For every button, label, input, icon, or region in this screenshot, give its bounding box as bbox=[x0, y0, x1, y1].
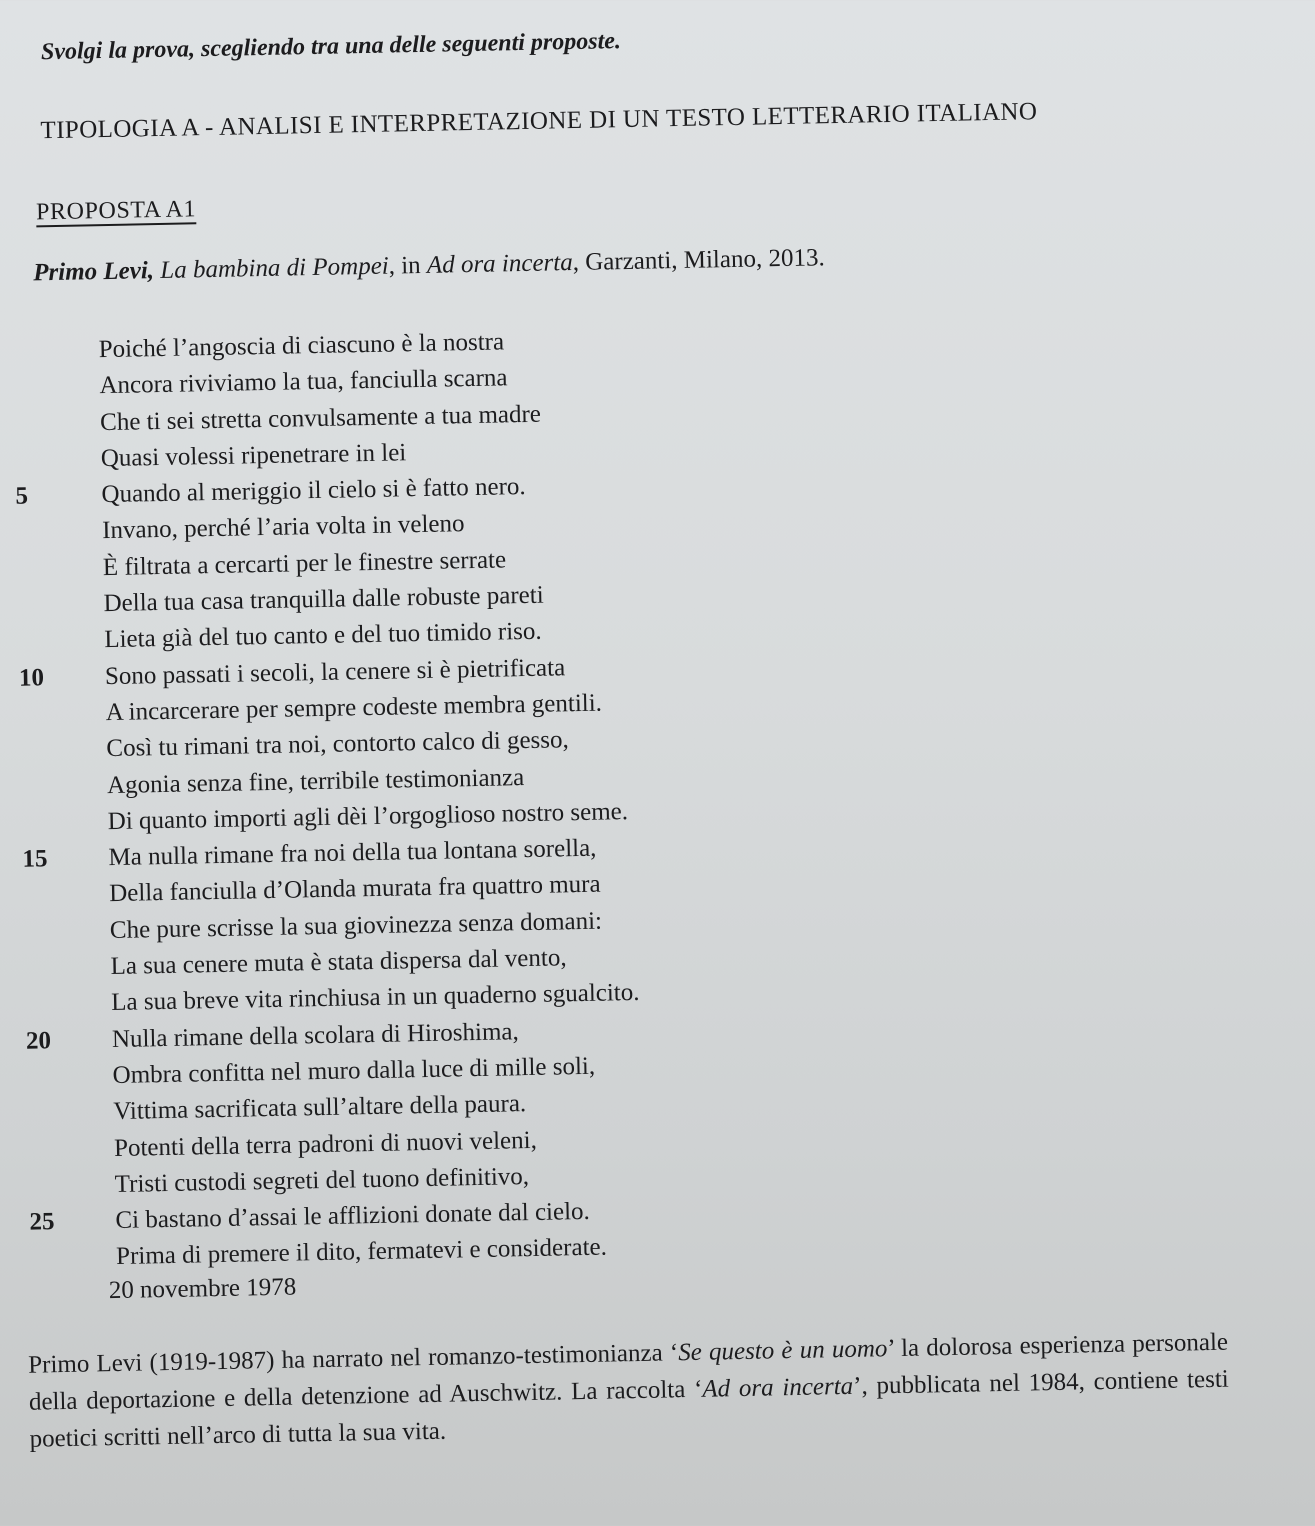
verse-number bbox=[21, 773, 61, 774]
verse-text: Quasi volessi ripenetrare in lei bbox=[100, 439, 407, 473]
verse-text: Lieta già del tuo canto e del tuo timido riso. bbox=[104, 618, 542, 654]
verse-number bbox=[22, 809, 62, 810]
source-poem-title: La bambina di Pompei bbox=[160, 252, 389, 284]
intro-book-1: Se questo è un uomo bbox=[677, 1335, 888, 1367]
verse-number bbox=[30, 1244, 70, 1245]
verse-number bbox=[16, 519, 56, 520]
verse-number bbox=[17, 555, 57, 556]
section-heading: TIPOLOGIA A - ANALISI E INTERPRETAZIONE DI UN TESTO LETTERARIO ITALIANO bbox=[40, 98, 1038, 145]
source-citation bbox=[33, 244, 825, 287]
verse-text: La sua breve vita rinchiusa in un quaderno sgualcito. bbox=[111, 979, 640, 1017]
verse-text: Vittima sacrificata sull’altare della paura. bbox=[113, 1090, 527, 1126]
intro-book-2: Ad ora incerta bbox=[702, 1372, 854, 1403]
verse-number bbox=[26, 1063, 66, 1064]
verse-text: Di quanto importi agli dèi l’orgoglioso nostro seme. bbox=[107, 797, 629, 835]
verse-text: Che pure scrisse la sua giovinezza senza domani: bbox=[109, 907, 603, 944]
verse-number bbox=[23, 881, 63, 882]
verse-text: Ombra confitta nel muro dalla luce di mille soli, bbox=[112, 1052, 596, 1089]
verse-text: Della fanciulla d’Olanda murata fra quattro mura bbox=[108, 871, 601, 908]
verse-text: Tristi custodi segreti del tuono definitivo, bbox=[114, 1162, 530, 1198]
poem bbox=[6, 313, 1315, 1282]
verse-number bbox=[24, 954, 64, 955]
intro-text-2: ’ la dolorosa esperienza personale della deportazione e della detenzione ad Auschwitz. La raccolta ‘ bbox=[28, 1328, 1229, 1416]
verse-number bbox=[20, 736, 60, 737]
verse-number bbox=[27, 1099, 67, 1100]
verse-number: 10 bbox=[18, 663, 45, 692]
verse-text: Quando al meriggio il cielo si è fatto nero. bbox=[101, 473, 526, 509]
verse-text: Prima di premere il dito, fermatevi e considerate. bbox=[115, 1234, 608, 1271]
poem-date: 20 novembre 1978 bbox=[108, 1273, 297, 1305]
verse-text: Invano, perché l’aria volta in veleno bbox=[101, 510, 465, 545]
source-publisher: , Garzanti, Milano, 2013. bbox=[572, 244, 825, 277]
verse-number bbox=[14, 410, 54, 411]
verse-number: 25 bbox=[29, 1208, 55, 1236]
intro-text-3: ’, pubblicata nel 1984, contiene testi poetici scritti nell’arco di tutta la sua vita. bbox=[29, 1365, 1229, 1453]
verse-number bbox=[17, 591, 57, 592]
verse-number bbox=[28, 1135, 68, 1136]
verse-text: Ci bastano d’assai le afflizioni donate dal cielo. bbox=[115, 1198, 591, 1235]
intro-text-1: Primo Levi (1919-1987) ha narrato nel romanzo-testimonianza ‘ bbox=[27, 1339, 679, 1379]
verse-number bbox=[12, 337, 52, 338]
verse-text: Della tua casa tranquilla dalle robuste pareti bbox=[103, 581, 544, 618]
source-in: , in bbox=[388, 251, 428, 280]
verse-number: 5 bbox=[15, 482, 29, 510]
verse-text: Ancora riviviamo la tua, fanciulla scarna bbox=[99, 364, 508, 400]
verse-number bbox=[24, 918, 64, 919]
verse-text: Che ti sei stretta convulsamente a tua madre bbox=[99, 400, 542, 436]
source-book: Ad ora incerta bbox=[426, 249, 573, 279]
verse-text: Nulla rimane della scolara di Hiroshima, bbox=[111, 1017, 519, 1053]
verse-text: È filtrata a cercarti per le finestre serrate bbox=[102, 546, 507, 581]
verse-text: Ma nulla rimane fra noi della tua lontana sorella, bbox=[108, 834, 597, 872]
author-introduction bbox=[28, 1324, 1230, 1458]
verse-number bbox=[18, 627, 58, 628]
verse-text: Sono passati i secoli, la cenere si è pietrificata bbox=[104, 653, 566, 690]
verse-number: 15 bbox=[22, 845, 48, 873]
verse-number: 20 bbox=[25, 1026, 52, 1055]
verse-number bbox=[13, 373, 53, 374]
verse-number bbox=[15, 446, 55, 447]
verse-text: Così tu rimani tra noi, contorto calco di gesso, bbox=[106, 726, 569, 763]
verse-number bbox=[29, 1172, 69, 1173]
verse-number bbox=[25, 990, 65, 991]
verse-text: Poiché l’angoscia di ciascuno è la nostra bbox=[98, 328, 505, 364]
verse-number bbox=[19, 700, 59, 701]
instruction-text: Svolgi la prova, scegliendo tra una delle seguenti proposte. bbox=[40, 28, 622, 66]
source-author: Primo Levi, bbox=[32, 257, 155, 287]
verse-text: Potenti della terra padroni di nuovi veleni, bbox=[113, 1126, 538, 1162]
verse-text: A incarcerare per sempre codeste membra gentili. bbox=[105, 689, 603, 727]
verse-text: Agonia senza fine, terribile testimonianza bbox=[106, 763, 525, 799]
verse-text: La sua cenere muta è stata dispersa dal vento, bbox=[110, 944, 567, 981]
proposal-heading: PROPOSTA A1 bbox=[35, 196, 197, 226]
